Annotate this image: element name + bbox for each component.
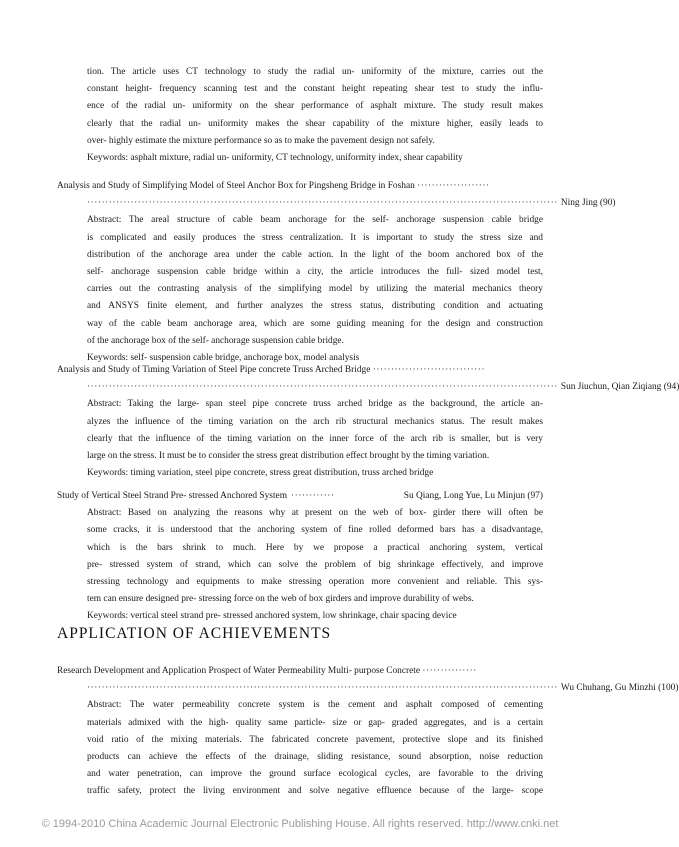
article-title: Study of Vertical Steel Strand Pre- stressed Anchored System ············ Su Qiang, Long Yue, Lu Minjun (97) xyxy=(57,488,543,505)
abstract-line: void ratio of the mixing materials. The fabricated concrete pavement, protective slope and its finished xyxy=(87,734,543,745)
abstract-line: which is the bars shrink to much. Here by we propose a practical anchoring system, vertical xyxy=(87,542,543,553)
abstract-line: traffic safety, protect the living environment and solve negative effluence because of the large- scope xyxy=(87,786,543,797)
abstract-line: is complicated and easily produces the stress centralization. It is important to study the stress size and xyxy=(87,232,543,243)
article-entry xyxy=(57,362,679,482)
abstract-line: tem can ensure designed pre- stressing force on the web of box girders and improve durability of webs. xyxy=(87,594,474,605)
abstract-line: some cracks, it is understood that the anchoring system of fine rolled deformed bars has a disadvantage, xyxy=(87,525,543,536)
abstract-line: distribution of the anchorage area under the cable action. In the light of the boom anchored box of the xyxy=(87,249,543,260)
abstract-line: over- highly estimate the mixture performance so as to make the pavement design not safely. xyxy=(87,135,435,146)
keywords: Keywords: timing variation, steel pipe concrete, stress great distribution, truss arched bridge xyxy=(87,468,434,479)
abstract-line: ence of the radial un- uniformity on the shear performance of asphalt mixture. The study result makes xyxy=(87,101,543,112)
abstract-line: materials admixed with the high- quality same particle- size or gap- graded aggregates, and is a certain xyxy=(87,717,543,728)
article-entry xyxy=(57,178,616,367)
abstract-line: of the anchorage box of the self- anchorage suspension cable bridge. xyxy=(87,335,344,346)
article-authors: Su Qiang, Long Yue, Lu Minjun (97) xyxy=(403,491,543,501)
article-author-line: ·································································································································· Sun Jiuchun, Qian Ziqiang (94) xyxy=(87,379,543,396)
article-authors: Wu Chuhang, Gu Minzhi (100) xyxy=(560,683,679,694)
abstract-line: and water penetration, can improve the ground surface ecological cycles, are favorable to the driving xyxy=(87,769,543,780)
abstract-line: products can achieve the effects of the drainage, sliding resistance, sound absorption, noise reduction xyxy=(87,752,543,763)
abstract-line: stressing technology and equipments to make stressing operation more convenient and reliable. This sys- xyxy=(87,577,543,588)
article-entry xyxy=(57,488,543,626)
article-author-line: ·································································································································· Ning Jing (90) xyxy=(87,195,543,212)
abstract-line: Abstract: The areal structure of cable beam anchorage for the self- anchorage suspension cable bridge xyxy=(87,215,543,226)
abstract-line: Abstract: Based on analyzing the reasons why at present on the web of box- girder there will often be xyxy=(87,508,543,519)
article-title: Analysis and Study of Timing Variation of Steel Pipe concrete Truss Arched Bridge ······························· xyxy=(57,365,485,375)
keywords: Keywords: asphalt mixture, radial un- uniformity, CT technology, uniformity index, shear capability xyxy=(87,153,463,164)
abstract-line: constant height- frequency scanning test and the constant height repeating shear test to study the influ- xyxy=(87,84,543,95)
article-authors: Sun Jiuchun, Qian Ziqiang (94) xyxy=(560,382,679,393)
abstract-line: self- anchorage suspension cable bridge within a city, the article introduces the full- sized model test, xyxy=(87,267,543,278)
article-title: Analysis and Study of Simplifying Model of Steel Anchor Box for Pingsheng Bridge in Foshan ···················· xyxy=(57,181,490,191)
article-author-line: ·································································································································· Wu Chuhang, Gu Minzhi (100) xyxy=(87,680,543,697)
abstract-line: carries out the contrasting analysis of the simplifying model by utilizing the material mechanics theory xyxy=(87,284,543,295)
abstract-line: clearly that the radial un- uniformity makes the shear capability of the mixture higher, easily leads to xyxy=(87,118,543,129)
intro-abstract xyxy=(57,64,543,167)
article-title: Research Development and Application Prospect of Water Permeability Multi- purpose Concrete ··············· xyxy=(57,666,477,676)
abstract-line: tion. The article uses CT technology to study the radial un- uniformity of the mixture, carries out the xyxy=(87,67,543,77)
copyright-footer: © 1994-2010 China Academic Journal Electronic Publishing House. All rights reserved. http://www.cnki.net xyxy=(41,818,559,830)
keywords: Keywords: self- suspension cable bridge, anchorage box, model analysis xyxy=(87,353,360,364)
section-heading: APPLICATION OF ACHIEVEMENTS xyxy=(57,625,332,642)
article-entry xyxy=(57,663,679,801)
article-authors: Ning Jing (90) xyxy=(560,198,616,209)
abstract-line: Abstract: Taking the large- span steel pipe concrete truss arched bridge as the background, the article an- xyxy=(87,399,543,410)
keywords: Keywords: vertical steel strand pre- stressed anchored system, low shrinkage, chair spacing device xyxy=(87,611,457,622)
abstract-line: and ANSYS finite element, and further analyzes the stress status, distributing condition and actuating xyxy=(87,301,543,312)
abstract-line: clearly that the influence of the timing variation on the inner force of the arch rib is smaller, but is very xyxy=(87,433,543,444)
abstract-line: large on the stress. It must be to consider the stress great distribution effect brought by the timing variation. xyxy=(87,451,490,462)
abstract-line: way of the cable beam anchorage area, which are some guiding meaning for the design and construction xyxy=(87,318,543,329)
abstract-line: pre- stressed system of strand, which can solve the problem of big shrinkage effectively, and improve xyxy=(87,559,543,570)
abstract-line: Abstract: The water permeability concrete system is the cement and asphalt composed of cementing xyxy=(87,700,543,711)
abstract-line: alyzes the influence of the timing variation on the arch rib structural mechanics status. The result makes xyxy=(87,416,543,427)
